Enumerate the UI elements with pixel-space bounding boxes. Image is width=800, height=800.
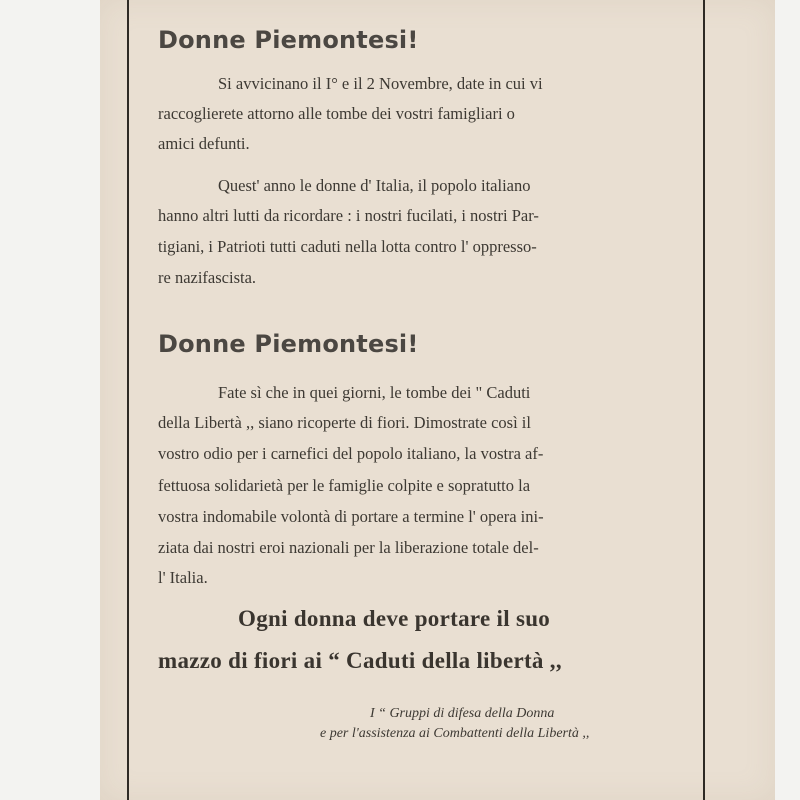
paragraph-3-line-2: della Libertà ,, siano ricoperte di fiori. Dimostrate così il bbox=[158, 413, 531, 432]
right-border-rule bbox=[703, 0, 705, 800]
signature-line-1: I “ Gruppi di difesa della Donna bbox=[370, 706, 555, 721]
heading-donne-piemontesi-1: Donne Piemontesi! bbox=[158, 26, 419, 54]
paragraph-3-line-5: vostra indomabile volontà di portare a termine l' opera ini- bbox=[158, 507, 544, 526]
paragraph-2-line-4: re nazifascista. bbox=[158, 268, 257, 287]
paragraph-3-line-1: Fate sì che in quei giorni, le tombe dei " Caduti bbox=[218, 383, 531, 402]
paragraph-2-line-2: hanno altri lutti da ricordare : i nostri fucilati, i nostri Par- bbox=[158, 206, 539, 225]
paragraph-1-line-2: raccoglierete attorno alle tombe dei vostri famigliari o bbox=[158, 104, 515, 123]
paragraph-2-line-3: tigiani, i Patrioti tutti caduti nella lotta contro l' oppresso- bbox=[158, 237, 537, 256]
heading-donne-piemontesi-2: Donne Piemontesi! bbox=[158, 330, 419, 358]
paragraph-3-line-7: l' Italia. bbox=[158, 568, 208, 587]
paragraph-1-line-1: Si avvicinano il I° e il 2 Novembre, date in cui vi bbox=[218, 74, 543, 93]
appeal-line-2: mazzo di fiori ai “ Caduti della libertà ,, bbox=[158, 648, 562, 673]
paragraph-1-line-3: amici defunti. bbox=[158, 134, 250, 153]
paragraph-3-line-3: vostro odio per i carnefici del popolo italiano, la vostra af- bbox=[158, 444, 544, 463]
appeal-line-1: Ogni donna deve portare il suo bbox=[238, 606, 551, 631]
paragraph-3-line-6: ziata dai nostri eroi nazionali per la liberazione totale del- bbox=[158, 538, 539, 557]
paragraph-2-line-1: Quest' anno le donne d' Italia, il popolo italiano bbox=[218, 176, 531, 195]
signature-line-2: e per l'assistenza ai Combattenti della Libertà ,, bbox=[320, 726, 590, 741]
paragraph-3-line-4: fettuosa solidarietà per le famiglie colpite e sopratutto la bbox=[158, 476, 531, 495]
left-border-rule bbox=[127, 0, 129, 800]
